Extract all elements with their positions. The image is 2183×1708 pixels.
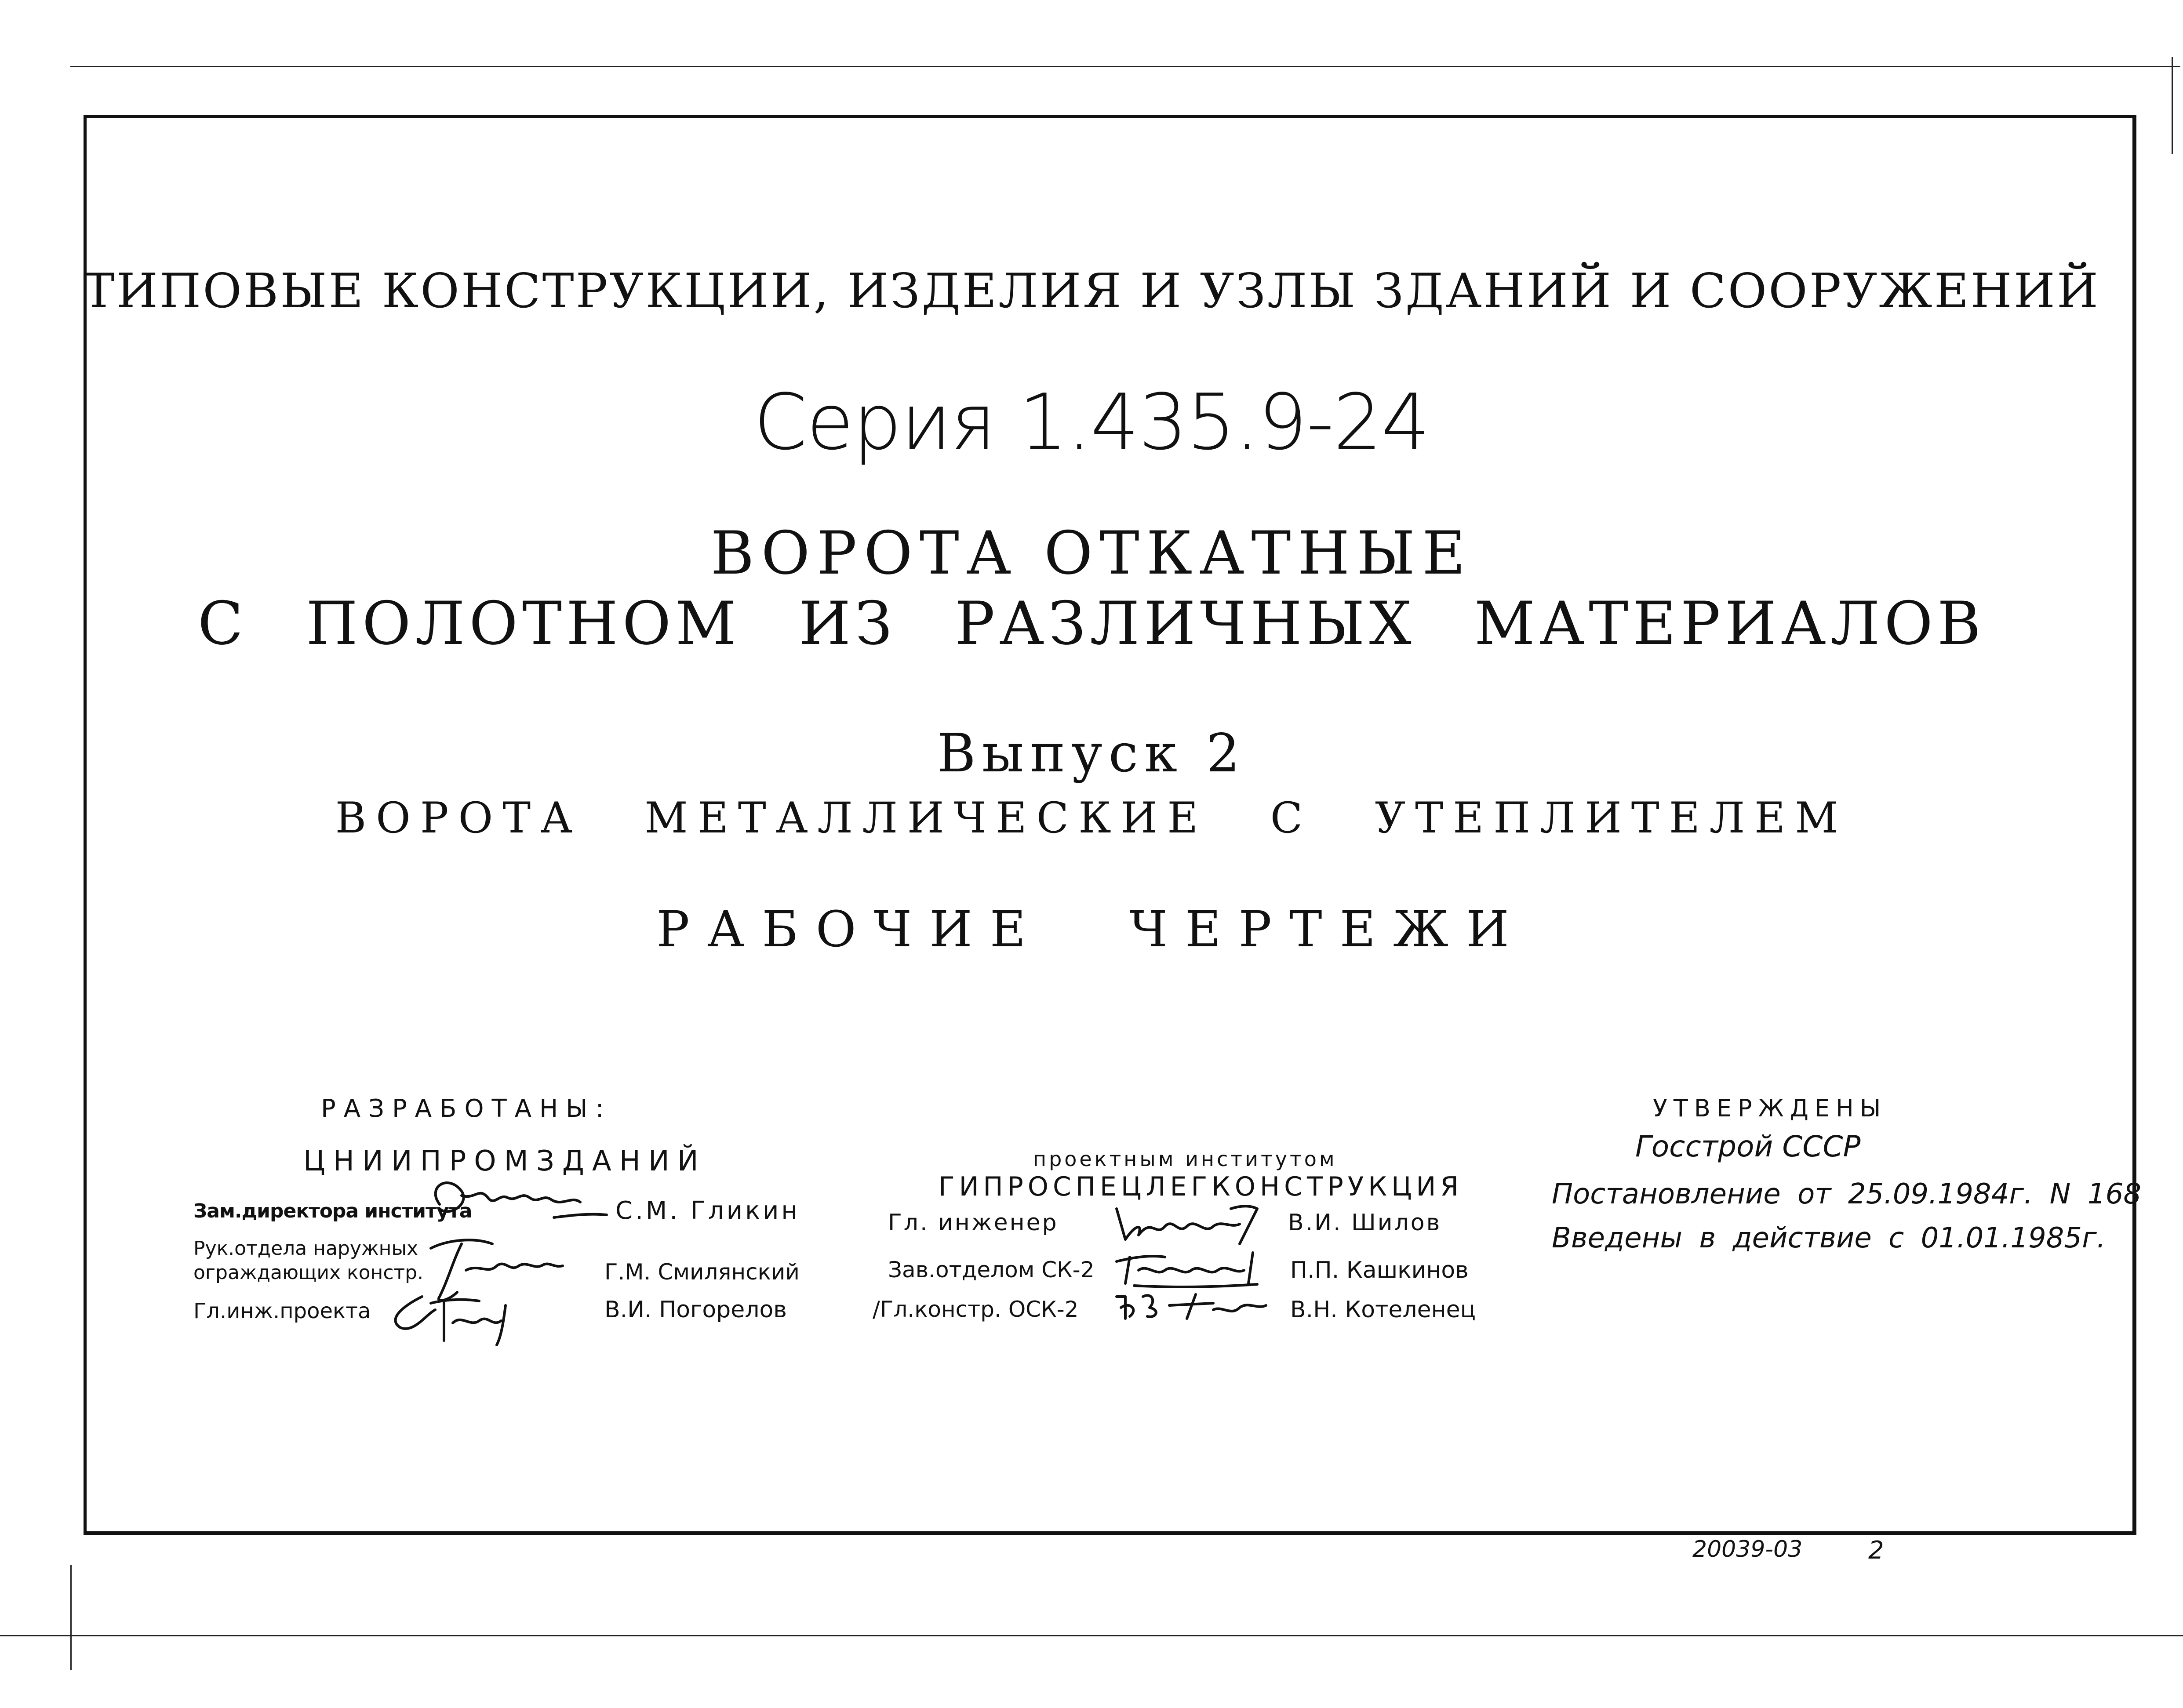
institute-role-3: /Гл.констр. ОСК-2: [873, 1297, 1079, 1322]
approved-decree: Постановление от 25.09.1984г. N 168: [1552, 1178, 2142, 1210]
bottom-trim-line: [0, 1635, 2183, 1636]
approved-org: Госстрой СССР: [1635, 1130, 1861, 1163]
signature-glikin: [422, 1169, 624, 1231]
institute-name-1: В.И. Шилов: [1288, 1210, 1442, 1236]
top-trim-line: [70, 66, 2180, 67]
developer-role-2-line2: ограждающих констр.: [193, 1261, 424, 1284]
document-type: РАБОЧИЕ ЧЕРТЕЖИ: [656, 901, 1527, 958]
right-trim-mark: [2172, 57, 2173, 154]
approved-effective: Введены в действие с 01.01.1985г.: [1552, 1222, 2106, 1254]
developer-role-1: Зам.директора института: [193, 1200, 472, 1222]
developer-name-3: В.И. Погорелов: [604, 1297, 787, 1323]
approved-heading: УТВЕРЖДЕНЫ: [1653, 1094, 1887, 1122]
title-line-2: С ПОЛОТНОМ ИЗ РАЗЛИЧНЫХ МАТЕРИАЛОВ: [197, 589, 1986, 658]
left-trim-mark: [70, 1565, 72, 1670]
institute-heading: проектным институтом: [1033, 1147, 1337, 1171]
developer-name-1: С.М. Гликин: [615, 1196, 800, 1225]
institute-name-2: П.П. Кашкинов: [1290, 1257, 1469, 1283]
signature-kotelenets: [1108, 1283, 1270, 1327]
developer-name-2: Г.М. Смилянский: [604, 1259, 800, 1285]
institute-org: ГИПРОСПЕЦЛЕГКОНСТРУКЦИЯ: [939, 1171, 1463, 1202]
institute-role-2: Зав.отделом СК-2: [888, 1257, 1095, 1283]
issue-number: Выпуск 2: [937, 723, 1246, 784]
issue-subtitle: ВОРОТА МЕТАЛЛИЧЕСКИЕ С УТЕПЛИТЕЛЕМ: [335, 793, 1848, 843]
collection-title: ТИПОВЫЕ КОНСТРУКЦИИ, ИЗДЕЛИЯ И УЗЛЫ ЗДАНИЙ И СООРУЖЕНИЙ: [83, 264, 2100, 319]
developed-org: ЦНИИПРОМЗДАНИЙ: [303, 1145, 706, 1177]
document-number: 20039-03: [1692, 1536, 1803, 1563]
sheet-number: 2: [1868, 1536, 1884, 1565]
institute-role-1: Гл. инженер: [888, 1210, 1059, 1236]
signature-shilov: [1108, 1200, 1266, 1248]
developed-heading: РАЗРАБОТАНЫ:: [321, 1094, 612, 1123]
institute-name-3: В.Н. Котеленец: [1290, 1297, 1476, 1323]
series-number: Серия 1.435.9-24: [753, 378, 1430, 467]
developer-role-2-line1: Рук.отдела наружных: [193, 1237, 418, 1260]
signature-pogorelov: [378, 1279, 536, 1345]
developer-role-3: Гл.инж.проекта: [193, 1299, 371, 1323]
title-line-1: ВОРОТА ОТКАТНЫЕ: [710, 519, 1473, 588]
